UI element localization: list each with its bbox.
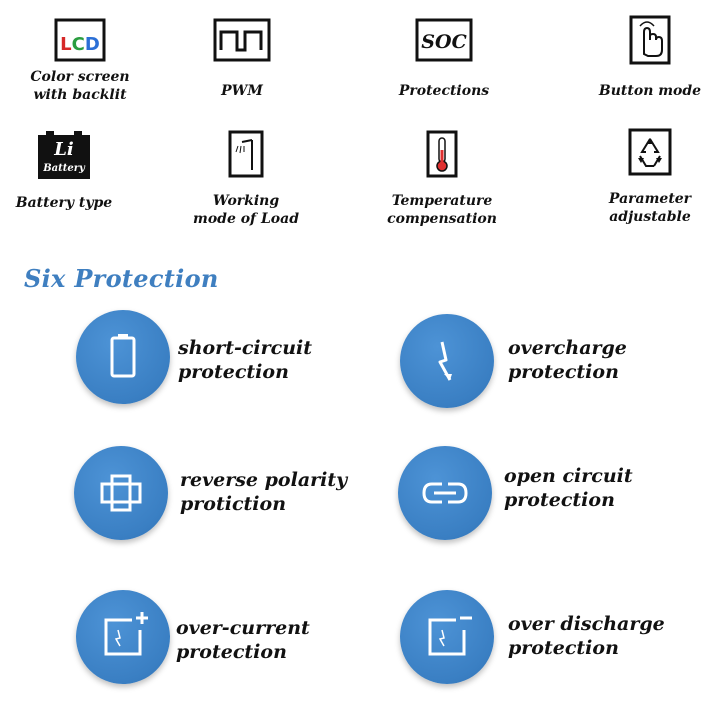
lcd-icon	[54, 18, 106, 62]
box-minus-icon	[400, 590, 494, 684]
svg-text:Battery: Battery	[43, 163, 85, 174]
feature-label: Button mode	[598, 83, 702, 99]
feature-lcd	[0, 18, 160, 104]
box-plus-icon	[76, 590, 170, 684]
recycle-icon	[628, 128, 672, 176]
street-lamp-icon	[228, 130, 264, 178]
section-title: Six Protection	[24, 264, 219, 293]
feature-label: PWM	[221, 83, 263, 99]
feature-label: Color screen with backlit	[30, 69, 130, 103]
feature-label: Parameter adjustable	[608, 191, 692, 225]
li-battery-icon	[36, 130, 92, 180]
pwm-icon	[213, 18, 271, 62]
svg-text:Li: Li	[54, 139, 74, 160]
svg-text:SOC: SOC	[421, 31, 467, 53]
thermometer-icon	[426, 130, 458, 178]
link-icon	[398, 446, 492, 540]
protection-label: reverse polarity protiction	[180, 469, 348, 515]
feature-label: Temperature compensation	[387, 193, 497, 227]
feature-load	[166, 130, 326, 228]
soc-icon	[415, 18, 473, 62]
feature-soc	[364, 18, 524, 100]
svg-text:LCD: LCD	[60, 34, 100, 55]
protection-label: overcharge protection	[508, 337, 627, 383]
feature-label: Battery type	[15, 195, 113, 211]
feature-pwm	[162, 18, 322, 100]
battery-outline-icon	[76, 310, 170, 404]
protection-label: short-circuit protection	[178, 337, 313, 383]
feature-param	[570, 128, 704, 226]
protection-label: over discharge protection	[508, 613, 665, 659]
protection-label: over-current protection	[176, 617, 310, 663]
hand-press-icon	[628, 14, 672, 66]
protection-circle	[400, 314, 494, 408]
feature-temp	[362, 130, 522, 228]
lightning-icon	[400, 314, 494, 408]
protection-circle	[76, 310, 170, 404]
protection-label: open circuit protection	[504, 465, 633, 511]
protection-circle	[74, 446, 168, 540]
feature-label: Working mode of Load	[193, 193, 299, 227]
feature-button	[570, 14, 704, 100]
feature-label: Protections	[398, 83, 490, 99]
protection-circle	[76, 590, 170, 684]
cross-blocks-icon	[74, 446, 168, 540]
protection-circle	[400, 590, 494, 684]
feature-battery	[0, 130, 144, 212]
protection-circle	[398, 446, 492, 540]
